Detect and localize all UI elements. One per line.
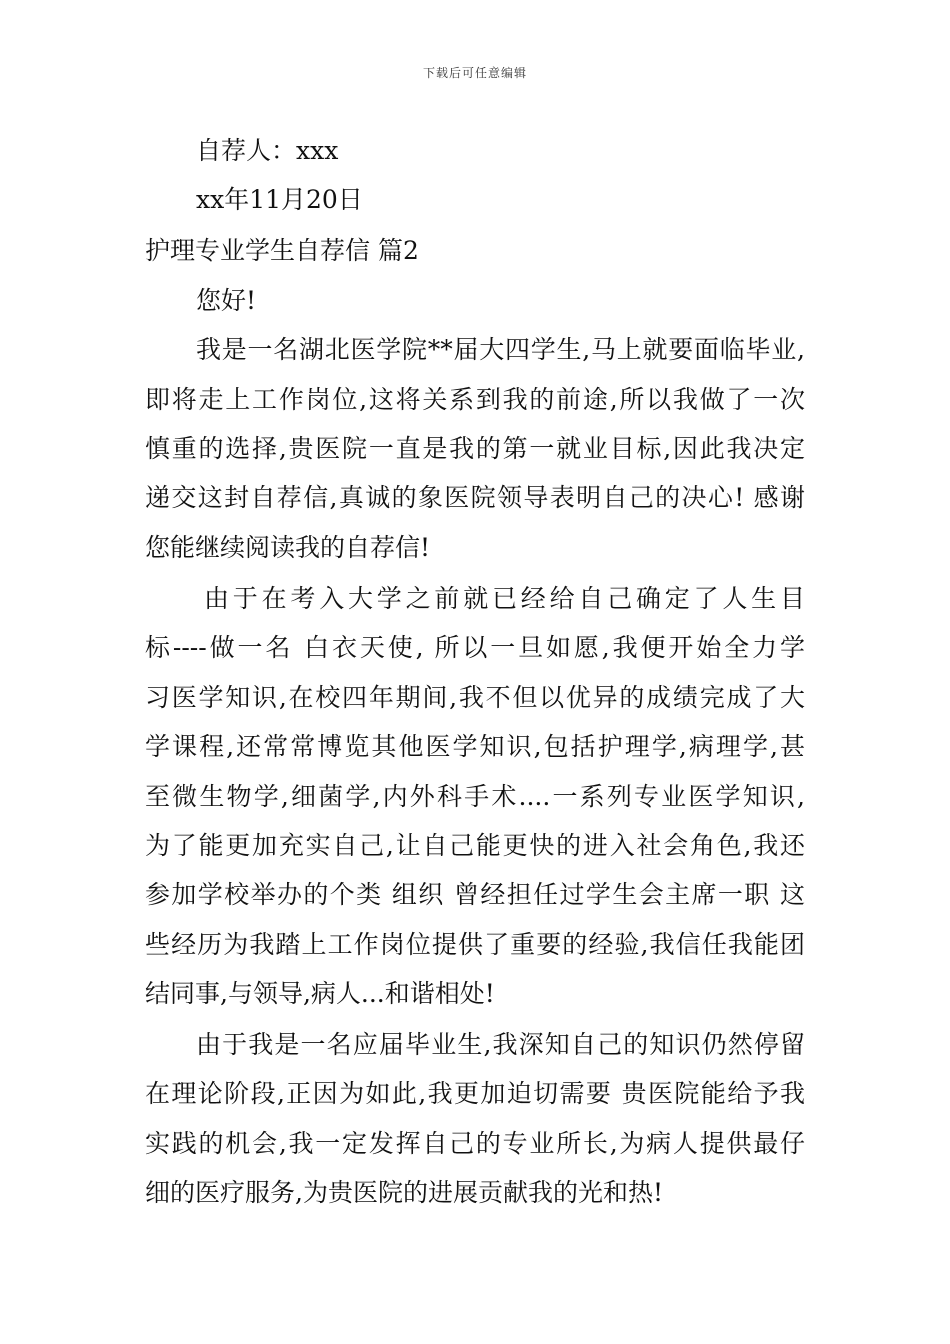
greeting: 您好! — [196, 286, 257, 315]
date-line: xx年11月20日 — [196, 185, 363, 214]
paragraph-3-line: 在理论阶段,正因为如此,我更加迫切需要 贵医院能给予我 — [145, 1079, 805, 1108]
paragraph-3-line: 实践的机会,我一定发挥自己的专业所长,为病人提供最仔 — [145, 1129, 805, 1158]
paragraph-1-line: 慎重的选择,贵医院一直是我的第一就业目标,因此我决定 — [145, 434, 805, 463]
paragraph-2-line: 为了能更加充实自己,让自己能更快的进入社会角色,我还 — [145, 831, 805, 860]
recommender-line: 自荐人：xxx — [196, 136, 339, 165]
paragraph-2-line: 些经历为我踏上工作岗位提供了重要的经验,我信任我能团 — [145, 930, 805, 959]
paragraph-2-line: 由于在考入大学之前就已经给自己确定了人生目 — [204, 584, 805, 613]
paragraph-2-line: 习医学知识,在校四年期间,我不但以优异的成绩完成了大 — [145, 683, 805, 712]
paragraph-2-line: 标----做一名 白衣天使, 所以一旦如愿,我便开始全力学 — [145, 633, 805, 662]
paragraph-1-line: 您能继续阅读我的自荐信! — [145, 533, 431, 562]
paragraph-2-line: 结同事,与领导,病人...和谐相处! — [145, 979, 495, 1008]
paragraph-1-line: 递交这封自荐信,真诚的象医院领导表明自己的决心! 感谢 — [145, 483, 805, 512]
page-header-note: 下载后可任意编辑 — [422, 66, 527, 80]
paragraph-2-line: 参加学校举办的个类 组织 曾经担任过学生会主席一职 这 — [145, 880, 805, 909]
paragraph-1-line: 我是一名湖北医学院**届大四学生,马上就要面临毕业, — [196, 335, 805, 364]
paragraph-2-line: 至微生物学,细菌学,内外科手术....一系列专业医学知识, — [145, 782, 805, 811]
paragraph-3-line: 细的医疗服务,为贵医院的进展贡献我的光和热! — [145, 1178, 663, 1207]
paragraph-3-line: 由于我是一名应届毕业生,我深知自己的知识仍然停留 — [196, 1030, 805, 1059]
paragraph-1-line: 即将走上工作岗位,这将关系到我的前途,所以我做了一次 — [145, 385, 805, 414]
paragraph-2-line: 学课程,还常常博览其他医学知识,包括护理学,病理学,甚 — [145, 732, 805, 761]
section-title: 护理专业学生自荐信 篇2 — [145, 236, 419, 265]
